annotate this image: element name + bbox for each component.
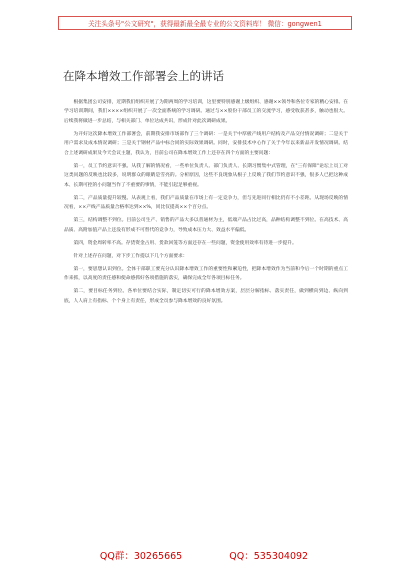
- paragraph: 第四，资金周转率不高。存货资金占用、货款回笼等方面还存在一些问题，资金使用效率有待进一步提升。: [73, 240, 297, 246]
- qq-text: QQ：535304092: [229, 551, 309, 562]
- promo-banner-text: 关注头条号"公文研究"，获得最新最全最专业的公文资料库！ 微信：gongwen1: [88, 20, 322, 28]
- document-title: 在降本增效工作部署会上的讲话: [63, 69, 224, 83]
- document-body: [64, 98, 348, 310]
- qq-group-text: QQ群：30265665: [99, 551, 183, 562]
- paragraph: 根据集团公司安排，近期我们组织开展了为期两周的学习培训，这里要特别感谢上级组织、感谢××领导和各位专家的精心安排。在学习培训期间，我们××××组织开展了一次全面系统的学习调研。通过与××股份干部员工的交流学习，感受收获甚多，触动也很大。后续我将做进一步总结，与相关部门、单位达成共识，形成针对此次调研成果。: [64, 100, 348, 124]
- paragraph: 第三，结构调整不到位。目前公司生产、销售的产品大多以普通材为主，低端产品占比过高，品种结构调整不到位。在高技术、高品质、高附加值产品上还没有形成不可替代的竞争力，导致成本压力大、效益水平偏低。: [64, 218, 348, 233]
- paragraph: 针对上述存在问题，对下步工作提以下几个方面要求：: [73, 253, 188, 259]
- paragraph: 第一，员工节约意识不强。从我了解的情况看，一些单位负责人、部门负责人、长期习惯集中式管理，在"三有保障"论坛上员工对这类问题的反映也比较多，说明群众的眼睛是雪亮的。分析原因，这些不良现象从根子上反映了我们节约意识不强，很多人已把这种成本、长期可控的小问题当作了不重要的事情，不能引起足够重视。: [64, 163, 348, 188]
- paragraph: 为开好这次降本增效工作部署会，前期我安排市场部作了三个调研：一是关于中厚板产线用户结构及产品交付情况调研；二是关于用户需求及成本情况调研；三是关于钢材产品中标合同的实际效果调研。同时，安排技术中心作了关于今年以来新品开发情况调研。结合上述调研成果及今天会议主题，我认为，目前公司在降本增效工作上还存在四个方面的主要问题：: [64, 131, 348, 156]
- promo-banner: [58, 16, 352, 30]
- contact-footer: [0, 548, 408, 562]
- paragraph: 第二，要目标任务到位。各单位要结合实际，制定切实可行的降本增效方案，层层分解指标、落实责任，做到横向到边、纵向到底，人人肩上有指标、个个身上有责任，形成全员参与降本增效的良好氛围。: [64, 289, 348, 304]
- paragraph: 第二，产品质量提升较慢。从表观上看，我们产品质量在市场上有一定竞争力，但与先进同行相比仍有不小差距。从现场反映的情况看，××产线产品质量合格率达到××%，同比仅提高××个百分点。: [64, 195, 348, 211]
- paragraph: 第一，要思想认识到位。全体干部职工要充分认识降本增效工作的重要性和紧迫性，把降本增效作为当前和今后一个时期的重点工作来抓，以高度的责任感和使命感抓好各项措施的落实，确保完成全年各项目标任务。: [64, 266, 348, 282]
